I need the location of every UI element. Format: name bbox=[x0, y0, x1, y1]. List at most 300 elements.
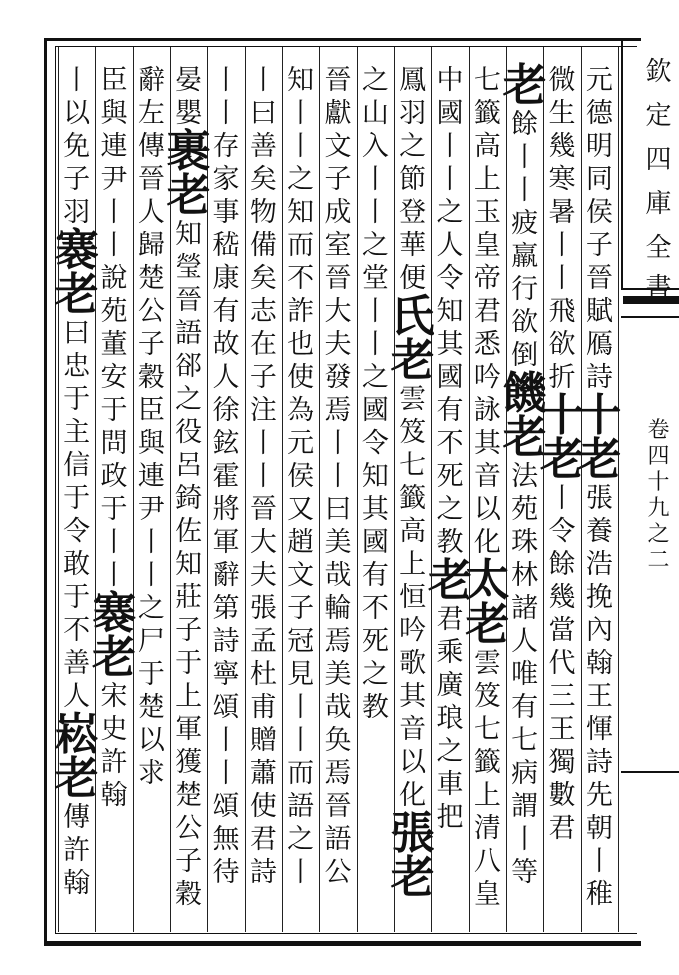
text-char: 曰 bbox=[249, 98, 277, 129]
text-char: 代 bbox=[548, 648, 576, 679]
text-char: 七 bbox=[473, 714, 501, 745]
text-char: 丨 bbox=[436, 131, 464, 162]
text-char: 尸 bbox=[137, 626, 165, 657]
text-char: 子 bbox=[175, 615, 203, 646]
text-char: 國 bbox=[436, 98, 464, 129]
text-char: 便 bbox=[399, 263, 427, 294]
text-char: 饑 bbox=[502, 368, 547, 419]
text-char: 詐 bbox=[287, 296, 315, 327]
text-char: 知 bbox=[436, 296, 464, 327]
text-char: 語 bbox=[324, 824, 352, 855]
text-char: 曰 bbox=[63, 318, 91, 349]
text-char: 矣 bbox=[249, 164, 277, 195]
text-char: 獻 bbox=[324, 98, 352, 129]
text-char: 謂 bbox=[511, 791, 539, 822]
text-char: 哉 bbox=[324, 692, 352, 723]
text-char: 羽 bbox=[63, 197, 91, 228]
text-char: 七 bbox=[473, 65, 501, 96]
text-char: 翰 bbox=[100, 780, 128, 811]
text-char: 傳 bbox=[137, 131, 165, 162]
text-char: 晉 bbox=[249, 494, 277, 525]
text-char: 使 bbox=[249, 791, 277, 822]
column-rule bbox=[282, 47, 283, 932]
text-char: 于 bbox=[63, 582, 91, 613]
column-rule bbox=[133, 47, 134, 932]
text-char: 當 bbox=[548, 615, 576, 646]
text-char: 佐 bbox=[175, 516, 203, 547]
text-char: 善 bbox=[63, 648, 91, 679]
text-char: 詠 bbox=[473, 395, 501, 426]
text-char: 家 bbox=[212, 164, 240, 195]
text-char: 說 bbox=[100, 263, 128, 294]
text-char: 上 bbox=[473, 780, 501, 811]
text-char: 之 bbox=[436, 736, 464, 767]
text-char: 丨 bbox=[100, 197, 128, 228]
text-char: 傳 bbox=[63, 802, 91, 833]
text-char: 先 bbox=[585, 780, 613, 811]
text-char: 連 bbox=[137, 461, 165, 492]
text-char: 八 bbox=[473, 846, 501, 877]
text-char: 之 bbox=[175, 384, 203, 415]
text-char: 養 bbox=[585, 516, 613, 547]
text-char: 焉 bbox=[324, 626, 352, 657]
text-char: 郤 bbox=[175, 351, 203, 382]
text-char: 頌 bbox=[212, 692, 240, 723]
text-char: 王 bbox=[585, 681, 613, 712]
text-char: 諸 bbox=[511, 593, 539, 624]
text-char: 歌 bbox=[399, 648, 427, 679]
text-char: 國 bbox=[361, 527, 389, 558]
text-char: 于 bbox=[175, 648, 203, 679]
text-char: 死 bbox=[436, 461, 464, 492]
text-char: 忠 bbox=[63, 351, 91, 382]
text-char: 褰 bbox=[54, 225, 99, 276]
text-char: 君 bbox=[249, 824, 277, 855]
text-char: 中 bbox=[436, 65, 464, 96]
text-char: 知 bbox=[175, 549, 203, 580]
text-char: 丨 bbox=[436, 164, 464, 195]
text-char: 惲 bbox=[585, 714, 613, 745]
text-char: 志 bbox=[249, 296, 277, 327]
text-char: 令 bbox=[436, 263, 464, 294]
text-char: 穀 bbox=[137, 362, 165, 393]
text-char: 丨 bbox=[511, 175, 539, 206]
text-char: 大 bbox=[249, 527, 277, 558]
column-rule bbox=[431, 47, 432, 932]
text-char: 詩 bbox=[585, 747, 613, 778]
text-char: 山 bbox=[361, 98, 389, 129]
text-char: 以 bbox=[137, 725, 165, 756]
column-rule bbox=[618, 47, 619, 932]
text-char: 詩 bbox=[249, 857, 277, 888]
text-char: 丨 bbox=[212, 65, 240, 96]
text-char: 哉 bbox=[324, 560, 352, 591]
text-char: 翰 bbox=[585, 648, 613, 679]
text-char: 羸 bbox=[511, 241, 539, 272]
column-rule bbox=[394, 47, 395, 932]
text-char: 笈 bbox=[473, 681, 501, 712]
text-char: 丨 bbox=[137, 560, 165, 591]
volume-char: 之 bbox=[647, 522, 670, 547]
text-char: 上 bbox=[399, 549, 427, 580]
text-char: 奂 bbox=[324, 725, 352, 756]
text-char: 其 bbox=[361, 494, 389, 525]
text-char: 老 bbox=[166, 170, 211, 221]
text-char: 丨 bbox=[361, 296, 389, 327]
text-char: 老 bbox=[91, 632, 136, 683]
text-char: 宋 bbox=[100, 681, 128, 712]
text-char: 氏 bbox=[390, 291, 435, 342]
text-char: 寒 bbox=[548, 164, 576, 195]
text-char: 楚 bbox=[137, 263, 165, 294]
text-char: 張 bbox=[390, 808, 435, 859]
text-char: 之 bbox=[137, 593, 165, 624]
text-char: 之 bbox=[287, 164, 315, 195]
text-column bbox=[319, 48, 356, 928]
text-char: 蕭 bbox=[249, 758, 277, 789]
text-char: 折 bbox=[548, 362, 576, 393]
text-char: 國 bbox=[436, 362, 464, 393]
text-char: 丨 bbox=[361, 197, 389, 228]
column-rule bbox=[58, 47, 59, 932]
text-char: 輪 bbox=[324, 593, 352, 624]
text-column bbox=[166, 48, 211, 928]
text-char: 欲 bbox=[548, 329, 576, 360]
text-char: 以 bbox=[399, 747, 427, 778]
text-char: 史 bbox=[100, 714, 128, 745]
text-char: 老 bbox=[502, 60, 547, 111]
text-char bbox=[543, 845, 580, 878]
text-char: 詩 bbox=[212, 626, 240, 657]
text-char: 楚 bbox=[137, 692, 165, 723]
text-char: 善 bbox=[249, 131, 277, 162]
text-char: 教 bbox=[436, 527, 464, 558]
column-rule bbox=[245, 47, 246, 932]
text-char: 于 bbox=[63, 483, 91, 514]
text-char: 知 bbox=[287, 197, 315, 228]
text-char: 事 bbox=[212, 197, 240, 228]
text-char: 霍 bbox=[212, 461, 240, 492]
text-char: 老 bbox=[390, 852, 435, 903]
text-char: 之 bbox=[361, 362, 389, 393]
text-column bbox=[245, 48, 282, 928]
text-char: 丨 bbox=[212, 758, 240, 789]
text-char: 人 bbox=[137, 197, 165, 228]
text-char: 美 bbox=[324, 527, 352, 558]
text-char: 鉉 bbox=[212, 428, 240, 459]
text-char: 堂 bbox=[361, 263, 389, 294]
text-char: 語 bbox=[175, 318, 203, 349]
text-char: 子 bbox=[585, 230, 613, 261]
text-char: 人 bbox=[436, 230, 464, 261]
text-char: 有 bbox=[361, 560, 389, 591]
text-char: 子 bbox=[287, 593, 315, 624]
text-char: 室 bbox=[324, 230, 352, 261]
text-char: 之 bbox=[361, 230, 389, 261]
text-char: 莊 bbox=[175, 582, 203, 613]
text-char: 美 bbox=[324, 659, 352, 690]
text-char: 晉 bbox=[585, 263, 613, 294]
text-char: 以 bbox=[63, 98, 91, 129]
text-char: 主 bbox=[63, 417, 91, 448]
volume-char: 九 bbox=[647, 496, 670, 521]
text-char: 苑 bbox=[100, 296, 128, 327]
text-char: 把 bbox=[436, 802, 464, 833]
text-char: 之 bbox=[361, 65, 389, 96]
text-char: 丨 bbox=[249, 428, 277, 459]
text-char: 教 bbox=[361, 692, 389, 723]
text-char: 軍 bbox=[175, 714, 203, 745]
text-char: 楚 bbox=[175, 780, 203, 811]
text-char: 為 bbox=[287, 395, 315, 426]
text-char: 琅 bbox=[436, 703, 464, 734]
text-char: 在 bbox=[249, 329, 277, 360]
text-char: 丨 bbox=[324, 428, 352, 459]
text-char: 丨 bbox=[287, 692, 315, 723]
text-char: 高 bbox=[399, 516, 427, 547]
text-char: 侯 bbox=[585, 197, 613, 228]
text-char: 法 bbox=[511, 461, 539, 492]
text-char: 登 bbox=[399, 197, 427, 228]
text-char: 明 bbox=[585, 131, 613, 162]
text-char: 疲 bbox=[511, 208, 539, 239]
text-char: 問 bbox=[100, 428, 128, 459]
text-char: 褰 bbox=[91, 588, 136, 639]
book-title-char: 全 bbox=[645, 233, 672, 263]
text-char: 令 bbox=[361, 428, 389, 459]
text-char: 辭 bbox=[137, 65, 165, 96]
text-char: 晉 bbox=[324, 791, 352, 822]
text-char: 悉 bbox=[473, 329, 501, 360]
text-column bbox=[133, 48, 170, 928]
text-char: 之 bbox=[287, 824, 315, 855]
text-char: 皇 bbox=[473, 230, 501, 261]
text-column bbox=[357, 48, 394, 928]
text-char: 獨 bbox=[548, 747, 576, 778]
text-char: 晉 bbox=[324, 263, 352, 294]
text-char: 丨 bbox=[548, 230, 576, 261]
text-char: 見 bbox=[287, 659, 315, 690]
text-char: 丨 bbox=[249, 461, 277, 492]
text-char: 曰 bbox=[324, 494, 352, 525]
text-char: 之 bbox=[436, 197, 464, 228]
text-char: 德 bbox=[585, 98, 613, 129]
text-char: 于 bbox=[100, 395, 128, 426]
text-char: 令 bbox=[548, 516, 576, 547]
text-char: 發 bbox=[324, 362, 352, 393]
text-column bbox=[282, 48, 319, 928]
text-char: 文 bbox=[324, 131, 352, 162]
text-char: 物 bbox=[249, 197, 277, 228]
text-char: 丨 bbox=[361, 329, 389, 360]
text-char: 人 bbox=[511, 626, 539, 657]
text-char: 飛 bbox=[548, 296, 576, 327]
text-char: 許 bbox=[100, 747, 128, 778]
text-char: 挽 bbox=[585, 582, 613, 613]
text-char: 丨 bbox=[137, 527, 165, 558]
text-char: 裹 bbox=[166, 126, 211, 177]
text-char: 恒 bbox=[399, 582, 427, 613]
text-char: 人 bbox=[63, 681, 91, 712]
text-char: 丨 bbox=[585, 846, 613, 877]
text-char: 徐 bbox=[212, 395, 240, 426]
text-char: 故 bbox=[212, 329, 240, 360]
column-rule bbox=[357, 47, 358, 932]
text-char: 將 bbox=[212, 494, 240, 525]
text-char: 不 bbox=[361, 593, 389, 624]
text-char: 有 bbox=[436, 395, 464, 426]
text-char: 知 bbox=[287, 65, 315, 96]
text-char: 有 bbox=[212, 296, 240, 327]
text-char: 公 bbox=[137, 296, 165, 327]
text-char: 備 bbox=[249, 230, 277, 261]
text-char: 唯 bbox=[511, 659, 539, 690]
text-char: 子 bbox=[63, 164, 91, 195]
text-char: 有 bbox=[511, 692, 539, 723]
text-char: 老 bbox=[427, 555, 472, 606]
text-char: 役 bbox=[175, 417, 203, 448]
text-column bbox=[390, 48, 435, 928]
text-char: 尹 bbox=[100, 164, 128, 195]
text-char: 又 bbox=[287, 494, 315, 525]
text-char: 元 bbox=[585, 65, 613, 96]
text-char: 趙 bbox=[287, 527, 315, 558]
text-char: 籤 bbox=[473, 98, 501, 129]
volume-char: 四 bbox=[647, 444, 670, 469]
text-char: 雲 bbox=[473, 648, 501, 679]
column-rule bbox=[469, 47, 470, 932]
text-char: 于 bbox=[100, 494, 128, 525]
text-char: 左 bbox=[137, 98, 165, 129]
text-char: 廣 bbox=[436, 670, 464, 701]
text-char: 晉 bbox=[175, 285, 203, 316]
text-char: 其 bbox=[436, 329, 464, 360]
text-char: 吟 bbox=[473, 362, 501, 393]
text-char: 餘 bbox=[548, 549, 576, 580]
volume-char: 卷 bbox=[647, 418, 670, 443]
text-char: 待 bbox=[212, 857, 240, 888]
text-char: 大 bbox=[324, 296, 352, 327]
text-char: 丨 bbox=[548, 483, 576, 514]
column-rule bbox=[543, 47, 544, 932]
text-char: 孟 bbox=[249, 626, 277, 657]
text-char: 詩 bbox=[585, 362, 613, 393]
text-char: 雲 bbox=[399, 384, 427, 415]
text-char: 化 bbox=[399, 780, 427, 811]
text-char: 微 bbox=[548, 65, 576, 96]
text-char: 呂 bbox=[175, 450, 203, 481]
text-char: 夫 bbox=[324, 329, 352, 360]
text-column bbox=[577, 48, 622, 928]
text-char: 籤 bbox=[399, 483, 427, 514]
text-char: 朝 bbox=[585, 813, 613, 844]
text-char: 其 bbox=[473, 428, 501, 459]
text-char: 崧 bbox=[54, 709, 99, 760]
text-char: 之 bbox=[399, 131, 427, 162]
text-char: 贈 bbox=[249, 725, 277, 756]
text-char: 老 bbox=[577, 434, 622, 485]
text-char: 帝 bbox=[473, 263, 501, 294]
text-char: 老 bbox=[502, 412, 547, 463]
text-char: 乘 bbox=[436, 637, 464, 668]
text-char: 晏 bbox=[175, 65, 203, 96]
book-title-char: 欽 bbox=[645, 57, 672, 87]
text-char: 公 bbox=[324, 857, 352, 888]
text-char: 穀 bbox=[175, 879, 203, 910]
text-char: 成 bbox=[324, 197, 352, 228]
text-char: 許 bbox=[63, 835, 91, 866]
text-char: 上 bbox=[473, 164, 501, 195]
text-char: 玉 bbox=[473, 197, 501, 228]
book-title-char: 定 bbox=[645, 101, 672, 131]
text-char: 病 bbox=[511, 758, 539, 789]
text-char: 無 bbox=[212, 824, 240, 855]
text-char: 行 bbox=[511, 274, 539, 305]
text-char: 稚 bbox=[585, 879, 613, 910]
text-char: 上 bbox=[175, 681, 203, 712]
column-rule bbox=[170, 47, 171, 932]
text-char: 丨 bbox=[100, 230, 128, 261]
text-char: 丨 bbox=[324, 461, 352, 492]
text-char: 嵇 bbox=[212, 230, 240, 261]
text-char: 其 bbox=[399, 681, 427, 712]
text-char: 焉 bbox=[324, 395, 352, 426]
text-char: 老 bbox=[539, 434, 584, 485]
text-char: 華 bbox=[399, 230, 427, 261]
text-char: 餘 bbox=[511, 109, 539, 140]
text-char: 以 bbox=[473, 494, 501, 525]
text-char: 免 bbox=[63, 131, 91, 162]
text-char: 欲 bbox=[511, 307, 539, 338]
book-title-char: 書 bbox=[645, 273, 672, 303]
text-char: 君 bbox=[548, 813, 576, 844]
text-column bbox=[427, 48, 472, 928]
text-char: 敢 bbox=[63, 549, 91, 580]
text-column bbox=[207, 48, 244, 928]
text-char: 七 bbox=[399, 450, 427, 481]
text-char: 丨 bbox=[361, 164, 389, 195]
text-char: 文 bbox=[287, 560, 315, 591]
text-char: 令 bbox=[63, 516, 91, 547]
text-char: 籤 bbox=[473, 747, 501, 778]
text-char: 寧 bbox=[212, 659, 240, 690]
text-char: 倒 bbox=[511, 340, 539, 371]
text-column bbox=[465, 48, 510, 928]
text-char: 第 bbox=[212, 593, 240, 624]
text-char: 老 bbox=[390, 335, 435, 386]
text-char: 政 bbox=[100, 461, 128, 492]
text-char: 知 bbox=[361, 461, 389, 492]
text-column bbox=[54, 48, 99, 928]
text-char: 數 bbox=[548, 780, 576, 811]
text-char: 十 bbox=[577, 390, 622, 441]
text-char: 賦 bbox=[585, 296, 613, 327]
text-char: 鴈 bbox=[585, 329, 613, 360]
text-char: 暑 bbox=[548, 197, 576, 228]
text-char: 求 bbox=[137, 758, 165, 789]
text-char: 生 bbox=[548, 98, 576, 129]
text-char: 臣 bbox=[137, 395, 165, 426]
text-char: 丨 bbox=[511, 824, 539, 855]
text-char: 于 bbox=[63, 384, 91, 415]
text-char: 晉 bbox=[137, 164, 165, 195]
text-char: 車 bbox=[436, 769, 464, 800]
text-char: 于 bbox=[137, 659, 165, 690]
text-char: 侯 bbox=[287, 461, 315, 492]
text-char: 嬰 bbox=[175, 98, 203, 129]
text-char: 君 bbox=[436, 604, 464, 635]
text-char: 丨 bbox=[287, 725, 315, 756]
